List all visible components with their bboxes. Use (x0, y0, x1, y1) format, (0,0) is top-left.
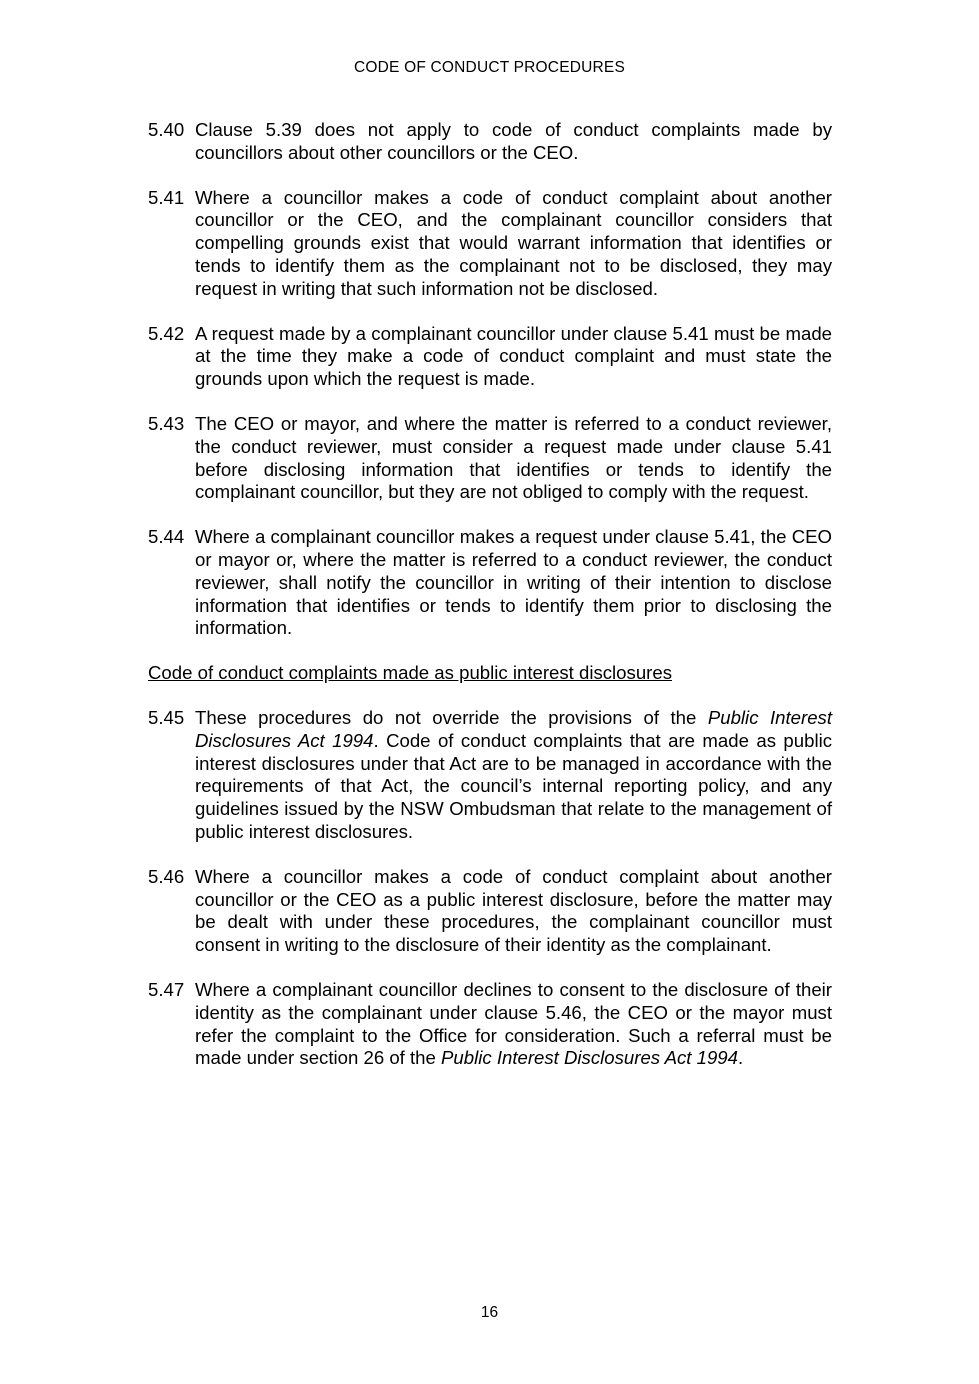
clause-number: 5.41 (148, 186, 185, 208)
page-header: CODE OF CONDUCT PROCEDURES (353, 59, 626, 76)
clause-number: 5.46 (148, 865, 185, 887)
clause-text (195, 526, 832, 640)
clause-5-40 (148, 119, 832, 165)
clause-list (148, 707, 832, 1070)
clause-text-run: The CEO or mayor, and where the matter is referred to a conduct reviewer, the conduct reviewer, must consider a request made under clause 5.41 before disclosing information that identifies or tends to identify the complainant councillor, but they are not obliged to comply with the request. (195, 412, 832, 503)
clause-number: 5.47 (148, 978, 185, 1000)
clause-text-run: These procedures do not override the provisions of the (195, 706, 708, 728)
clause-5-44 (148, 526, 832, 640)
clause-text-run: Clause 5.39 does not apply to code of conduct complaints made by councillors about other councillors or the CEO. (195, 119, 832, 163)
clause-5-45 (148, 707, 832, 844)
clause-text (195, 187, 832, 301)
clause-5-43 (148, 413, 832, 504)
clause-text-run: A request made by a complainant councillor under clause 5.41 must be made at the time they make a code of conduct complaint and must state the grounds upon which the request is made. (195, 322, 832, 390)
act-title: Public Interest Disclosures Act 1994 (441, 1047, 738, 1069)
clause-number: 5.44 (148, 526, 185, 548)
clause-text (195, 979, 832, 1070)
page-number: 16 (480, 1304, 499, 1321)
clause-list (148, 119, 832, 640)
clause-text-run: . (737, 1047, 744, 1069)
clause-5-41 (148, 187, 832, 301)
section-heading: Code of conduct complaints made as public interest disclosures (148, 662, 672, 684)
clause-text (195, 323, 832, 391)
clause-text-run: Where a councillor makes a code of conduct complaint about another councillor or the CEO, and the complainant councillor considers that compelling grounds exist that would warrant information that identifies or tends to identify them as the complainant not to be disclosed, they may request in writing that such information not be disclosed. (195, 186, 832, 299)
document-body (148, 119, 832, 1092)
clause-text-run: Where a councillor makes a code of conduct complaint about another councillor or the CEO as a public interest disclosure, before the matter may be dealt with under these procedures, the complainant councillor must consent in writing to the disclosure of their identity as the complainant. (195, 865, 832, 956)
clause-5-46 (148, 866, 832, 957)
clause-number: 5.40 (148, 119, 185, 140)
clause-5-42 (148, 323, 832, 391)
clause-text (195, 866, 832, 957)
clause-number: 5.45 (148, 706, 185, 728)
clause-text (195, 413, 832, 504)
act-title: Public Interest Disclosures Act 1994 (195, 706, 832, 751)
clause-text-run: Where a complainant councillor declines to consent to the disclosure of their identity as the complainant under clause 5.46, the CEO or the mayor must refer the complaint to the Office for consideration. Such a referral must be made under section 26 of the (195, 978, 832, 1069)
clause-number: 5.42 (148, 322, 185, 344)
clause-5-47 (148, 979, 832, 1070)
clause-text-run: . Code of conduct complaints that are made as public interest disclosures under that Act are to be managed in accordance with the requirements of that Act, the council’s internal reporting policy, and any guidelines issued by the NSW Ombudsman that relate to the management of public interest disclosures. (195, 729, 833, 842)
clause-text (195, 707, 832, 844)
clause-number: 5.43 (148, 412, 185, 434)
clause-text-run: Where a complainant councillor makes a request under clause 5.41, the CEO or mayor or, where the matter is referred to a conduct reviewer, the conduct reviewer, shall notify the councillor in writing of their intention to disclose information that identifies or tends to identify them prior to disclosing the information. (195, 526, 832, 639)
clause-text (195, 119, 832, 165)
